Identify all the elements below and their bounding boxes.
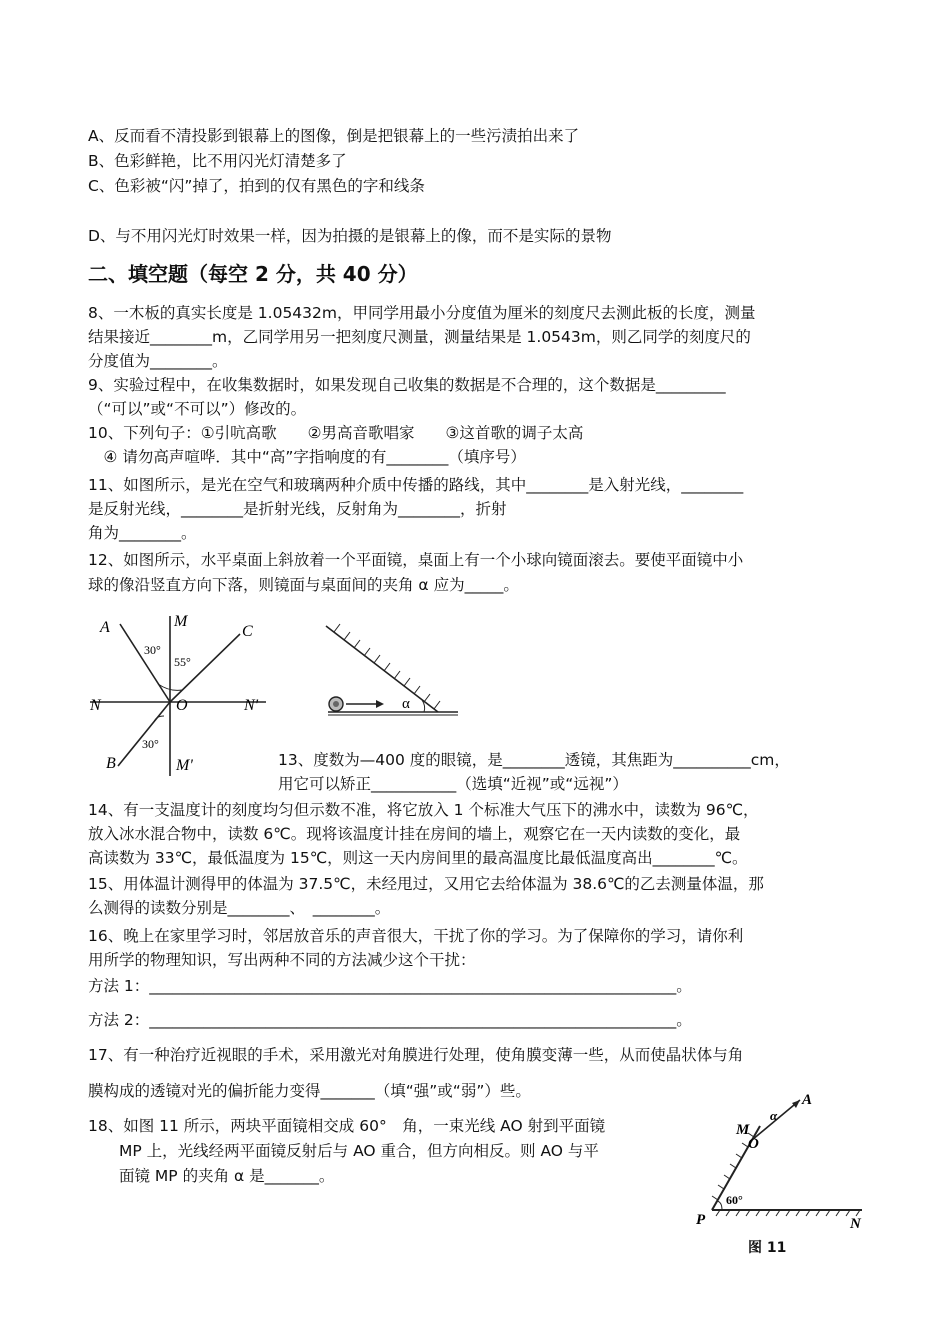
option-b: B、色彩鲜艳，比不用闪光灯清楚多了 xyxy=(88,152,347,170)
section-title: 二、填空题（每空 2 分，共 40 分） xyxy=(88,262,418,286)
q16-line-1: 16、晚上在家里学习时，邻居放音乐的声音很大，干扰了你的学习。为了保障你的学习，请你利 xyxy=(88,927,744,945)
q12-line-2: 球的像沿竖直方向下落，则镜面与桌面间的夹角 α 应为_____。 xyxy=(88,576,519,594)
label-m-prime: M' xyxy=(176,757,193,774)
q18-line-1: 18、如图 11 所示，两块平面镜相交成 60° 角，一束光线 AO 射到平面镜 xyxy=(88,1117,606,1135)
label-o: O xyxy=(748,1136,759,1152)
q14-line-3: 高读数为 33℃，最低温度为 15℃，则这一天内房间里的最高温度比最低温度高出________℃。 xyxy=(88,849,748,867)
q16-method-1: 方法 1：____________________________________________________________________。 xyxy=(88,977,692,995)
label-m: M xyxy=(174,613,188,630)
q9-line-1: 9、实验过程中，在收集数据时，如果发现自己收集的数据是不合理的，这个数据是_________ xyxy=(88,376,726,394)
angle-55: 55° xyxy=(174,655,191,669)
figure-11-caption: 图 11 xyxy=(748,1240,787,1256)
q14-line-2: 放入冰水混合物中，读数 6℃。现将该温度计挂在房间的墙上，观察它在一天内读数的变化，最 xyxy=(88,825,741,843)
q12-line-1: 12、如图所示，水平桌面上斜放着一个平面镜，桌面上有一个小球向镜面滚去。要使平面镜中小 xyxy=(88,551,744,569)
q16-method-2: 方法 2：____________________________________________________________________。 xyxy=(88,1011,692,1029)
label-p: P xyxy=(696,1212,706,1228)
label-a: A xyxy=(802,1092,813,1108)
q10-line-2: ④ 请勿高声喧哗．其中“高”字指响度的有________（填序号） xyxy=(88,448,526,466)
q17-line-2: 膜构成的透镜对光的偏折能力变得_______（填“强”或“弱”）些。 xyxy=(88,1082,531,1100)
option-a: A、反而看不清投影到银幕上的图像，倒是把银幕上的一些污渍拍出来了 xyxy=(88,127,580,145)
q8-line-1: 8、一木板的真实长度是 1.05432m，甲同学用最小分度值为厘米的刻度尺去测此板的长度，测量 xyxy=(88,304,756,322)
q14-line-1: 14、有一支温度计的刻度均匀但示数不准，将它放入 1 个标准大气压下的沸水中，读数为 96℃， xyxy=(88,801,759,819)
q11-line-3: 角为________。 xyxy=(88,524,197,542)
label-n-prime: N' xyxy=(244,697,259,714)
refraction-figure xyxy=(84,610,274,778)
q15-line-1: 15、用体温计测得甲的体温为 37.5℃，未经甩过，又用它去给体温为 38.6℃的乙去测量体温，那 xyxy=(88,875,764,893)
label-a: A xyxy=(100,619,110,636)
label-b: B xyxy=(106,755,116,772)
q10-line-1: 10、下列句子：①引吭高歌 ②男高音歌唱家 ③这首歌的调子太高 xyxy=(88,424,584,442)
q18-line-3: 面镜 MP 的夹角 α 是_______。 xyxy=(88,1167,335,1185)
q15-line-2: 么测得的读数分别是________、 ________。 xyxy=(88,899,391,917)
q9-line-2: （“可以”或“不可以”）修改的。 xyxy=(88,400,307,418)
angle-30-bottom: 30° xyxy=(142,737,159,751)
q8-line-3: 分度值为________。 xyxy=(88,352,228,370)
q11-line-2: 是反射光线，________是折射光线，反射角为________，折射 xyxy=(88,500,507,518)
mirror-figure xyxy=(318,616,466,720)
option-c: C、色彩被“闪”掉了，拍到的仅有黑色的字和线条 xyxy=(88,177,425,195)
q16-line-2: 用所学的物理知识，写出两种不同的方法减少这个干扰： xyxy=(88,951,476,969)
q13-line-1: 13、度数为—400 度的眼镜，是________透镜，其焦距为__________cm， xyxy=(278,751,790,769)
q11-line-1: 11、如图所示，是光在空气和玻璃两种介质中传播的路线，其中________是入射光线，________ xyxy=(88,476,744,494)
label-c: C xyxy=(242,623,253,640)
label-o: O xyxy=(176,697,188,714)
two-mirrors-figure xyxy=(690,1090,870,1236)
angle-60: 60° xyxy=(726,1193,743,1207)
q18-line-2: MP 上，光线经两平面镜反射后与 AO 重合，但方向相反。则 AO 与平 xyxy=(88,1142,599,1160)
alpha-label: α xyxy=(402,696,410,712)
q8-line-2: 结果接近________m，乙同学用另一把刻度尺测量，测量结果是 1.0543m，则乙同学的刻度尺的 xyxy=(88,328,751,346)
option-d: D、与不用闪光灯时效果一样，因为拍摄的是银幕上的像，而不是实际的景物 xyxy=(88,227,612,245)
angle-30-top: 30° xyxy=(144,643,161,657)
label-n: N xyxy=(90,697,101,714)
q17-line-1: 17、有一种治疗近视眼的手术，采用激光对角膜进行处理，使角膜变薄一些，从而使晶状体与角 xyxy=(88,1046,744,1064)
q13-line-2: 用它可以矫正___________（选填“近视”或“远视”） xyxy=(278,775,628,793)
label-n: N xyxy=(850,1216,861,1232)
label-m: M xyxy=(736,1122,750,1138)
label-alpha: α xyxy=(770,1108,778,1123)
